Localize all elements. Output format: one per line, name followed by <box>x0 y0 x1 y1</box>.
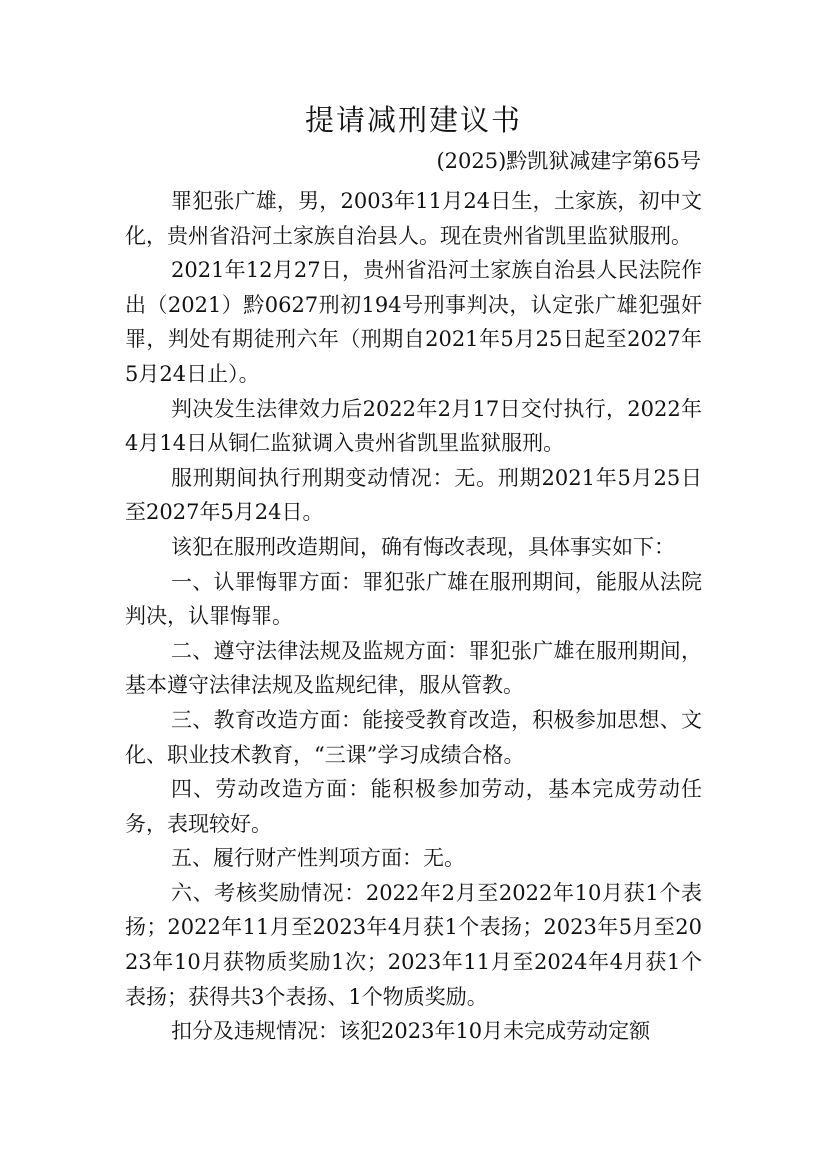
paragraph-education: 三、教育改造方面：能接受教育改造，积极参加思想、文化、职业技术教育，“三课”学习成绩合格。 <box>125 707 702 767</box>
paragraph-obey-rules: 二、遵守法律法规及监规方面：罪犯张广雄在服刑期间，基本遵守法律法规及监规纪律，服从管教。 <box>125 638 702 698</box>
paragraph-violations: 扣分及违规情况：该犯2023年10月未完成劳动定额 <box>171 1019 651 1044</box>
document-body <box>125 184 702 1049</box>
paragraph-admit-guilt: 一、认罪悔罪方面：罪犯张广雄在服刑期间，能服从法院判决，认罪悔罪。 <box>125 569 702 629</box>
paragraph-property: 五、履行财产性判项方面：无。 <box>171 846 465 871</box>
document-title: 提请减刑建议书 <box>304 103 522 137</box>
paragraph-judgment: 2021年12月27日，贵州省沿河土家族自治县人民法院作出（2021）黔0627刑初194号刑事判决，认定张广雄犯强奸罪，判处有期徒刑六年（刑期自2021年5月25日起至2027年5月24日止）。 <box>125 258 702 386</box>
paragraph-sentence-changes: 服刑期间执行刑期变动情况：无。刑期2021年5月25日至2027年5月24日。 <box>125 465 702 525</box>
paragraph-basic-info: 罪犯张广雄，男，2003年11月24日生，土家族，初中文化，贵州省沿河土家族自治县人。现在贵州省凯里监狱服刑。 <box>125 189 702 248</box>
paragraph-repentance-intro: 该犯在服刑改造期间，确有悔改表现，具体事实如下： <box>171 534 675 559</box>
paragraph-execution: 判决发生法律效力后2022年2月17日交付执行，2022年4月14日从铜仁监狱调入贵州省凯里监狱服刑。 <box>125 396 702 456</box>
document-number: (2025)黔凯狱减建字第65号 <box>436 149 701 173</box>
paragraph-labor: 四、劳动改造方面：能积极参加劳动，基本完成劳动任务，表现较好。 <box>125 777 702 836</box>
paragraph-rewards: 六、考核奖励情况：2022年2月至2022年10月获1个表扬；2022年11月至2023年4月获1个表扬；2023年5月至2023年10月获物质奖励1次；2023年11月至2024年4月获1个表扬；获得共3个表扬、1个物质奖励。 <box>125 880 702 1009</box>
